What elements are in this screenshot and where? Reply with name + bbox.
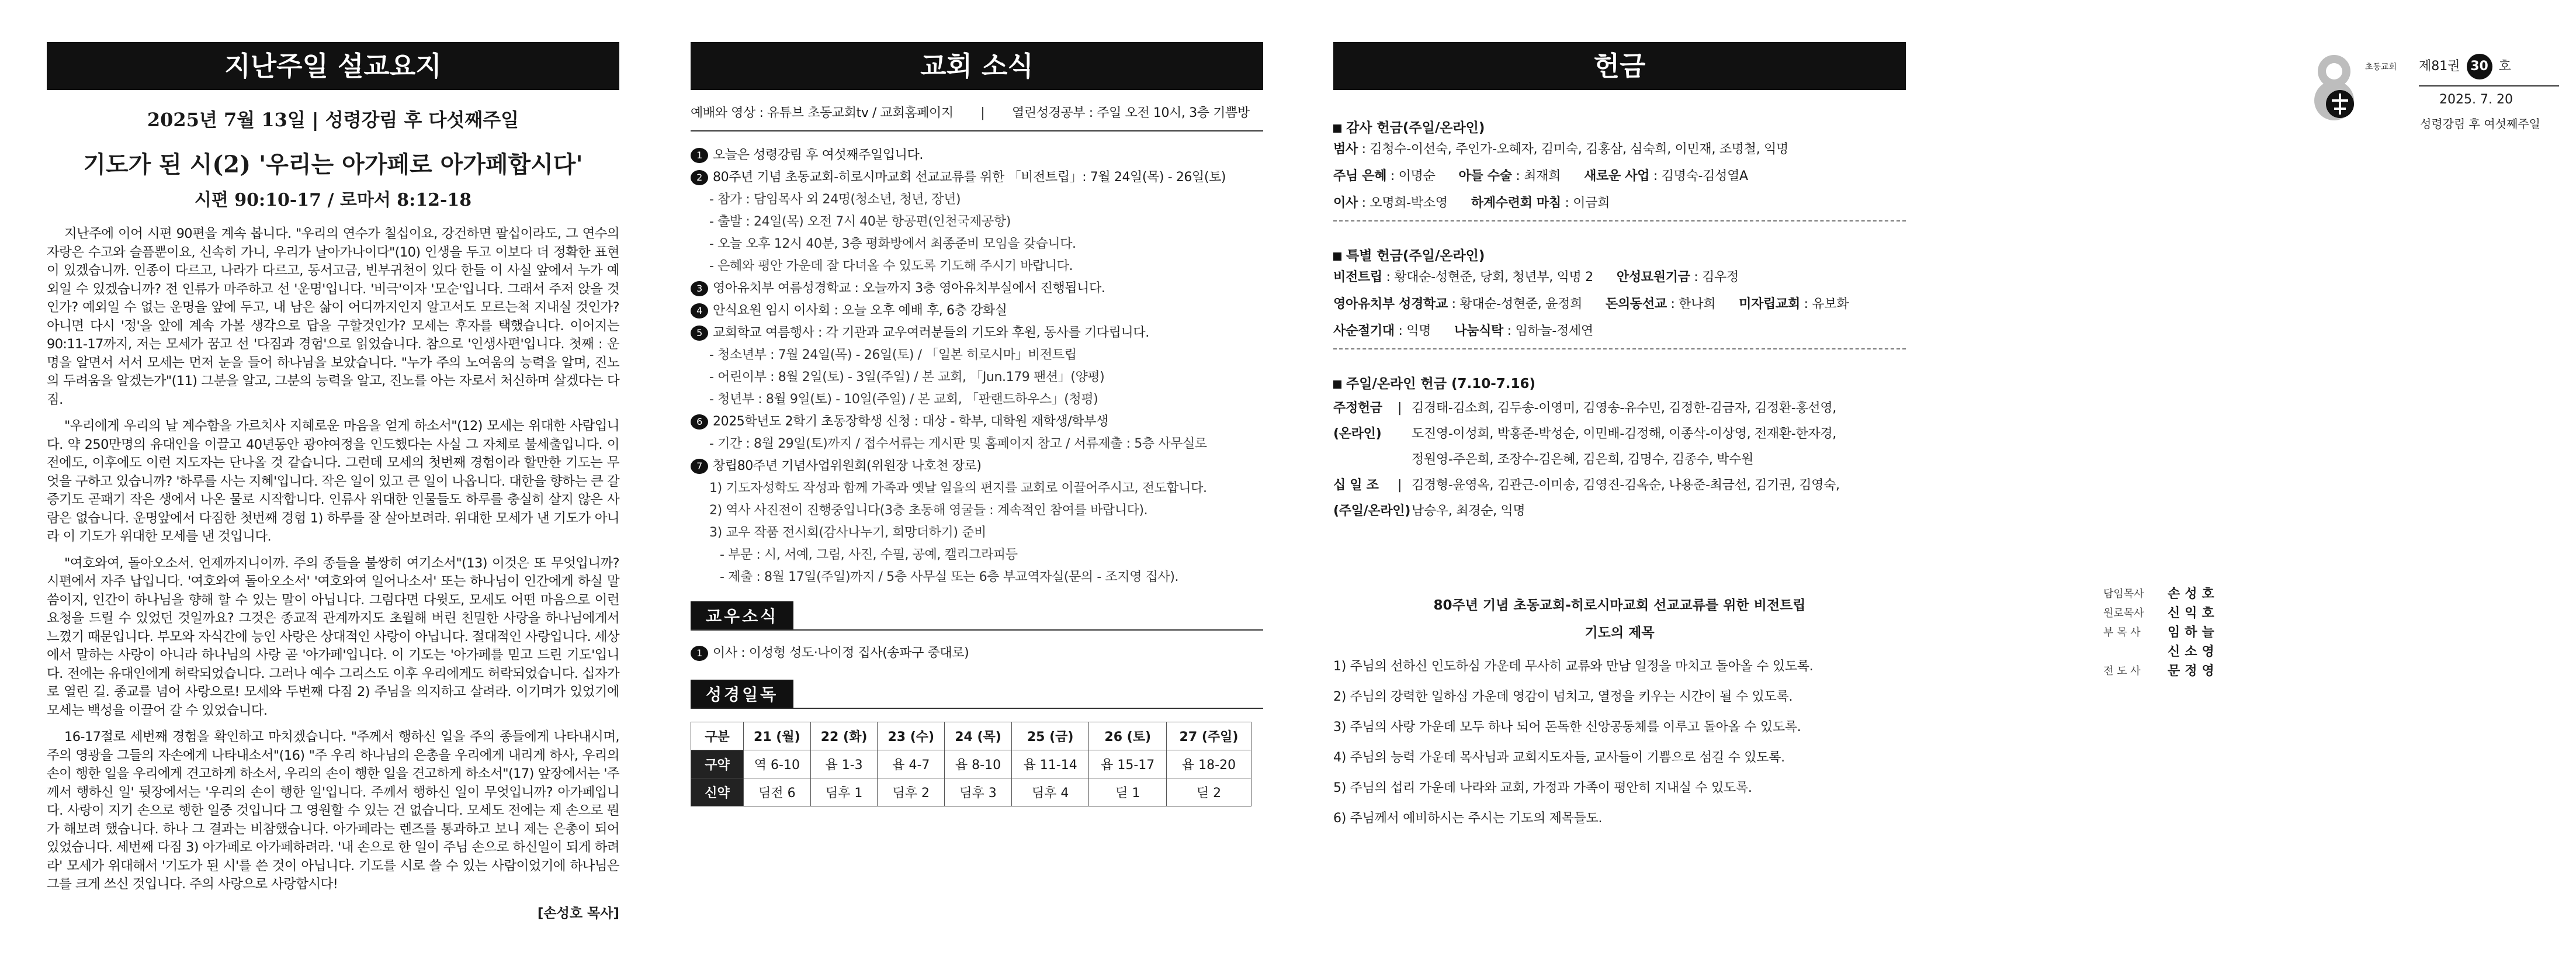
reading-cell: 딤전 6 (744, 778, 811, 806)
news-text: - 부문 : 시, 서예, 그림, 사진, 수필, 공예, 캘리그라피등 (720, 548, 1018, 562)
table-row (691, 750, 1251, 778)
offering-type-label: 십 일 조 (1333, 478, 1379, 493)
weekly-offering-title: 주일/온라인 헌금 (7.10-7.16) (1333, 373, 2116, 392)
table-corner-cell: 구분 (691, 722, 744, 750)
news-text: - 오늘 오후 12시 40분, 3층 평화방에서 최종준비 모임을 갖습니다. (709, 237, 1076, 251)
prayer-item: 2) 주님의 강력한 일하심 가운데 영감이 넘치고, 열정을 키우는 시간이 될 수 있도록. (1333, 690, 1793, 704)
bullet-icon: 1 (691, 646, 708, 661)
news-text: 창립80주년 기념사업위원회(위원장 나호천 장로) (713, 459, 982, 473)
issue-date: 2025. 7. 20 (2439, 92, 2513, 107)
square-bullet-icon (1333, 380, 1341, 389)
staff-role: 부 목 사 (2103, 626, 2141, 639)
news-text: 2025학년도 2학기 초동장학생 신청 : 대상 - 학부, 대학원 재학생/학부생 (713, 414, 1108, 429)
news-text: - 출발 : 24일(목) 오전 7시 40분 항공편(인천국제공항) (709, 214, 1011, 229)
offering-line (1333, 163, 2116, 190)
staff-role (2103, 642, 2168, 662)
column-divider (1398, 498, 1412, 524)
offering-names: 김경형-윤영옥, 김관근-이미송, 김영진-김옥순, 나용준-최금선, 김기권, 김영숙, (1412, 478, 1840, 493)
offering-line (1333, 318, 2116, 345)
staff-list (2103, 584, 2279, 681)
number-bullet-icon: 4 (691, 303, 708, 318)
news-item (691, 544, 1263, 566)
news-item (691, 389, 1263, 411)
offering-category: 영아유치부 성경학교 (1333, 297, 1448, 311)
offering-names: 김경태-김소희, 김두송-이영미, 김영송-유수민, 김정한-김금자, 김정환-홍선영, (1412, 401, 1836, 416)
offering-names: : 이금희 (1561, 196, 1610, 210)
divider (1333, 348, 1906, 349)
offering-category: 범사 (1333, 142, 1358, 157)
reading-cell: 욥 8-10 (945, 750, 1012, 778)
sermon-scripture: 시편 90:10-17 / 로마서 8:12-18 (194, 190, 472, 210)
news-text: 2) 역사 사진전이 진행중입니다(3층 초동해 영굴들 : 계속적인 참여를 바랍니다). (709, 503, 1148, 518)
news-text: - 참가 : 담임목사 외 24명(청소년, 청년, 장년) (709, 192, 961, 207)
news-header: 교회 소식 (691, 42, 1263, 90)
day-header: 25 (금) (1011, 722, 1089, 750)
offering-names: : 유보화 (1800, 297, 1849, 311)
news-item (691, 366, 1263, 389)
offering-line (1333, 136, 2116, 163)
divider (1333, 220, 1906, 221)
sermon-column (47, 0, 619, 966)
issue-badge: 30 (2467, 54, 2492, 79)
bible-reading-tag: 성경일독 (691, 680, 793, 708)
staff-role: 원로목사 (2103, 607, 2144, 619)
news-text: 교회학교 여름행사 : 각 기관과 교우여러분들의 기도와 후원, 동사를 기다립니다. (713, 326, 1149, 340)
news-item (691, 344, 1263, 366)
news-item (691, 455, 1263, 477)
weekly-offering-list (1333, 396, 2116, 524)
offering-category: 이사 (1333, 196, 1358, 210)
news-text: 3) 교우 작품 전시회(감사나누기, 희망더하기) 준비 (709, 525, 986, 540)
prayer-item: 1) 주님의 선하신 인도하심 가운데 무사히 교류와 만남 일정을 마치고 돌아올 수 있도록. (1333, 659, 1814, 674)
prayer-list (1333, 652, 2116, 834)
offering-names: : 이명순 (1386, 169, 1436, 183)
sermon-header: 지난주일 설교요지 (47, 42, 619, 90)
offering-grid-row (1333, 473, 2116, 498)
staff-role: 담임목사 (2103, 588, 2144, 600)
offering-header: 헌금 (1333, 42, 1906, 90)
column-divider: | (1398, 478, 1402, 493)
table-header-row (691, 722, 1251, 750)
member-news-tag: 교우소식 (691, 601, 793, 629)
staff-row (2103, 642, 2279, 662)
offering-type-label: (주일/온라인) (1333, 504, 1411, 518)
reading-cell: 역 6-10 (744, 750, 811, 778)
day-header: 26 (토) (1089, 722, 1167, 750)
reading-cell: 딤후 3 (945, 778, 1012, 806)
offering-category: 미자립교회 (1739, 297, 1800, 311)
news-list (691, 144, 1263, 588)
offering-names: : 황대순-성현준, 당회, 청년부, 익명 2 (1382, 270, 1593, 285)
church-name: 초동교회 (2365, 63, 2397, 72)
divider (2419, 85, 2559, 86)
offering-names: : 오명희-박소영 (1357, 196, 1448, 210)
column-divider: | (1398, 401, 1402, 416)
staff-row (2103, 584, 2279, 604)
day-header: 24 (목) (945, 722, 1012, 750)
offering-names: : 임하늘-정세연 (1503, 324, 1593, 338)
offering-type-label: (온라인) (1333, 427, 1382, 441)
sermon-body (47, 225, 619, 894)
offering-names: : 김우정 (1690, 270, 1739, 285)
bible-reading-table (691, 722, 1251, 806)
vision-trip-title: 80주년 기념 초동교회-히로시마교회 선교교류를 위한 비전트립 (1433, 598, 1806, 613)
prayer-topics-title: 기도의 제목 (1585, 625, 1655, 640)
news-item (691, 522, 1263, 544)
row-label: 신약 (691, 778, 744, 806)
offering-names: : 김청수-이선숙, 주인가-오혜자, 김미숙, 김홍삼, 심숙희, 이민재, 조명철, 익명 (1357, 142, 1788, 157)
prayer-item: 5) 주님의 섭리 가운데 나라와 교회, 가정과 가족이 평안히 지내실 수 있도록. (1333, 781, 1752, 795)
news-item (691, 566, 1263, 588)
thanks-offering-list (1333, 136, 2116, 217)
news-text: 안식요원 임시 이사회 : 오늘 오후 예배 후, 6층 강화실 (713, 303, 1007, 318)
sermon-paragraph: 16-17절로 세번째 경험을 확인하고 마치겠습니다. "주께서 행하신 일을 주의 종들에게 나타내시며, 주의 영광을 그들의 자손에게 나타내소서"(16) "주 우리 하나님의 은총을 우리에게 내리게 하사, 우리의 손이 행한 일을 우리에게 견고하게 하소서, 우리의 손이 행한 일을 견고하게 하소서"(17) 앞장에서는 '주께서 행하신 일' 뒷장에서는 '우리의 손이 행한 일'입니다. 주께서 행하신 일이 무엇입니까? 아가페입니다. 사랑이 지기 손으로 행한 일중 것입니다 그 영원할 수 있는 건 없습니다. 모세도 전에는 제 손으로 뭔가 해보려 했습니다. 하나 그 결과는 비참했습니다. 아가페라는 렌즈를 통과하고 보니 제는 은총이 되어 있었습니다. 세번째 다짐 3) 아가페로 아가페하려라. '내 손으로 한 일이 주님 손으로 하신일이 되게 하려라' 모세가 위대해서 '기도가 된 시'를 쓴 것이 아닙니다. 기도를 시로 쓸 수 있는 사람이었기에 하나님은 그를 크게 쓰신 것입니다. 주의 사랑으로 사랑합시다! (47, 729, 619, 892)
offering-category: 하계수련회 마침 (1471, 196, 1561, 210)
offering-names: : 최재희 (1511, 169, 1561, 183)
news-item (691, 189, 1263, 211)
news-item (691, 167, 1263, 189)
news-item (691, 433, 1263, 455)
member-news-text: 이사 : 이성형 성도·나이정 집사(송파구 중대로) (713, 646, 969, 660)
offering-line (1333, 190, 2116, 217)
news-text: - 어린이부 : 8월 2일(토) - 3일(주일) / 본 교회, 「Jun.179 팬션」(양평) (709, 370, 1105, 385)
sermon-paragraph: "여호와여, 돌아오소서. 언제까지니이까. 주의 종들을 불쌍히 여기소서"(13) 이것은 또 무엇입니까? 시편에서 자주 납입니다. '여호와여 돌아오소서' '여호와여 일어나소서' 또는 하나님이 인간에게 하실 말씀이지, 인간이 하나님을 향해 할 수 있는 말이 아닙니다. 그럼다면 다윗도, 모세도 어떤 마음으로 이런 요청을 드릴 수 있었던 것일까요? 그것은 종교적 관계까지도 초월해 버린 친밀한 사랑을 하나님에게서 느꼈기 때문입니다. 부모와 자식간에 능인 사랑은 상대적인 사랑이 아닙니다. 절대적인 사랑입니다. 세상에서 말하는 사랑이 아니라 하나님의 사랑 곧 '아가페'입니다. 이 기도는 '아가페를 믿고 드린 기도'입니다. 전에는 유대인에게 허락되었습니다. 그러나 예수 그리스도 이후 우리에게도 허락되었습니다. 십자가로 열린 길. 종교를 넘어 사랑으로! 모세와 두번째 다짐 2) 주님을 의지하고 살려라. 이기며가 있었기에 모세는 백성을 이끌어 갈 수 있었습니다. (47, 555, 619, 718)
news-item (691, 278, 1263, 300)
offering-names: 남승우, 최경순, 익명 (1412, 504, 1526, 518)
worship-info (691, 103, 1263, 131)
offering-grid-row (1333, 498, 2116, 524)
news-text: - 청소년부 : 7월 24일(목) - 26일(토) / 「일본 히로시마」비전트립 (709, 348, 1077, 362)
day-header: 22 (화) (810, 722, 878, 750)
staff-row (2103, 604, 2279, 623)
news-item (691, 144, 1263, 167)
offering-category: 아들 수술 (1458, 169, 1512, 183)
offering-category: 사순절기대 (1333, 324, 1395, 338)
reading-cell: 욥 18-20 (1167, 750, 1251, 778)
offering-names: : 익명 (1394, 324, 1431, 338)
sermon-paragraph: 지난주에 이어 시편 90편을 계속 봅니다. "우리의 연수가 칠십이요, 강건하면 팔십이라도, 그 연수의 자랑은 수고와 슬픔뿐이요, 신속히 가니, 우리가 날아가나이다"(10) 인생을 두고 이보다 더 정확한 표현이 있겠습니까. 인종이 다르고, 나라가 다르고, 동서고금, 빈부귀천이 있다 한들 이 사실 앞에서 누가 예외일 수 있겠습니까? 전 인류가 마주하고 선 '운명'입니다. '비극'이자 '모순'입니다. 그래서 주저 앉을 것인가? 예외일 수 없는 운명을 앞에 두고, 내 남은 삶이 어디까지인지 알고서도 모르는척 지내실 것인가? 아니면 다시 '정'을 앞에 계속 가볼 생각으로 답을 구할것인가? 모세는 후자를 택했습니다. 이어지는 90:11-17까지, 저는 모세가 꿈고 선 '다짐과 경험'으로 읽었습니다. 참으로 '인생사편'입니다. 첫째 : 운명을 알면서 서서 모세는 먼저 눈을 들어 하나님을 보았습니다. "누가 주의 노여움의 능력을 알며, 진노의 두려움을 알겠는가"(11) 그분을 알고, 그분의 능력을 알고, 진노를 아는 자로서 처신하며 살겠다는 다짐. (47, 226, 619, 407)
prayer-item: 3) 주님의 사랑 가운데 모두 하나 되어 돈독한 신앙공동체를 이루고 돌아올 수 있도록. (1333, 720, 1801, 735)
staff-name: 신소영 (2168, 645, 2219, 659)
offering-type-label: 주정헌금 (1333, 401, 1382, 416)
news-text: 80주년 기념 초동교회-히로시마교회 선교교류를 위한 「비전트립」: 7월 24일(목) - 26일(토) (713, 170, 1226, 185)
reading-cell: 욥 1-3 (810, 750, 878, 778)
reading-cell: 욥 11-14 (1011, 750, 1089, 778)
offering-names: : 황대순-성현준, 윤정희 (1447, 297, 1583, 311)
news-text: 영아유치부 여름성경학교 : 오늘까지 3층 영아유치부실에서 진행됩니다. (713, 281, 1105, 296)
reading-cell: 딤후 4 (1011, 778, 1089, 806)
special-offering-title: 특별 헌금(주일/온라인) (1333, 245, 2116, 264)
number-bullet-icon: 7 (691, 459, 708, 474)
column-divider (1398, 447, 1412, 473)
reading-cell: 딤후 1 (810, 778, 878, 806)
reading-cell: 욥 15-17 (1089, 750, 1167, 778)
sermon-date: 2025년 7월 13일 | 성령강림 후 다섯째주일 (147, 109, 519, 131)
reading-cell: 딛 2 (1167, 778, 1251, 806)
news-item (691, 233, 1263, 255)
offering-category: 주님 은혜 (1333, 169, 1387, 183)
church-logo (2305, 53, 2363, 123)
offering-grid-row (1333, 447, 2116, 473)
staff-name: 신익호 (2168, 606, 2219, 621)
divider (691, 708, 1263, 709)
offering-category: 돈의동선교 (1606, 297, 1667, 311)
offering-line (1333, 264, 2116, 291)
news-item (691, 211, 1263, 233)
info-separator: | (980, 106, 985, 120)
member-news-item (691, 642, 1263, 664)
news-item (691, 477, 1263, 500)
news-text: 1) 기도자성학도 작성과 함께 가족과 옛날 일을의 편지를 교회로 이끌어주시고, 전도합니다. (709, 481, 1207, 496)
offering-category: 새로운 사업 (1584, 169, 1650, 183)
offering-names: : 한나희 (1666, 297, 1716, 311)
prayer-item: 6) 주님께서 예비하시는 주시는 기도의 제목들도. (1333, 811, 1603, 826)
thanks-offering-title: 감사 헌금(주일/온라인) (1333, 117, 2116, 136)
offering-category: 비전트립 (1333, 270, 1382, 285)
news-column (691, 0, 1263, 966)
news-text: - 기간 : 8월 29일(토)까지 / 접수서류는 게시판 및 홈페이지 참고 / 서류제출 : 5층 사무실로 (709, 437, 1207, 451)
news-item (691, 255, 1263, 278)
news-text: - 청년부 : 8월 9일(토) - 10일(주일) / 본 교회, 「판랜드하우스」(청평) (709, 392, 1098, 407)
staff-row (2103, 662, 2279, 681)
news-text: 오늘은 성령강림 후 여섯째주일입니다. (713, 148, 924, 162)
staff-role: 전 도 사 (2103, 665, 2141, 677)
staff-name: 문정영 (2168, 664, 2219, 678)
offering-category: 안성묘원기금 (1616, 270, 1690, 285)
bible-study-info: 열린성경공부 : 주일 오전 10시, 3층 기쁨방 (1011, 106, 1250, 120)
offering-names: 정원영-주은희, 조장수-김은혜, 김은희, 김명수, 김종수, 박수원 (1412, 452, 1754, 467)
issue-number: 제81권 30 호 (2419, 54, 2511, 79)
number-bullet-icon: 6 (691, 414, 708, 430)
sermon-title: 기도가 된 시(2) '우리는 아가페로 아가페합시다' (83, 151, 583, 178)
offering-category: 나눔식탁 (1454, 324, 1503, 338)
reading-cell: 욥 4-7 (878, 750, 945, 778)
news-item (691, 300, 1263, 322)
number-bullet-icon: 5 (691, 326, 708, 341)
row-label: 구약 (691, 750, 744, 778)
offering-type-label (1333, 447, 1398, 473)
offering-column (1333, 0, 2116, 966)
square-bullet-icon (1333, 252, 1341, 261)
offering-names: 도진영-이성희, 박홍준-박성순, 이민배-김정해, 이종삭-이상영, 전재환-한자경, (1412, 427, 1836, 441)
table-row (691, 778, 1251, 806)
news-item (691, 322, 1263, 344)
news-text: - 제출 : 8월 17일(주일)까지 / 5층 사무실 또는 6층 부교역자실(문의 - 조지영 집사). (720, 570, 1179, 584)
day-header: 21 (월) (744, 722, 811, 750)
sermon-signature: [손성호 목사] (537, 905, 619, 921)
number-bullet-icon: 2 (691, 170, 708, 185)
staff-row (2103, 623, 2279, 642)
day-header: 27 (주일) (1167, 722, 1251, 750)
prayer-item: 4) 주님의 능력 가운데 목사님과 교회지도자들, 교사들이 기쁨으로 섬길 수 있도록. (1333, 750, 1785, 765)
news-item (691, 411, 1263, 433)
worship-video-info: 예배와 영상 : 유튜브 초동교회tv / 교회홈페이지 (691, 106, 954, 120)
number-bullet-icon: 1 (691, 148, 708, 163)
reading-cell: 딛 1 (1089, 778, 1167, 806)
staff-name: 임하늘 (2168, 625, 2219, 640)
sermon-paragraph: "우리에게 우리의 날 계수함을 가르치사 지혜로운 마음을 얻게 하소서"(12) 모세는 위대한 사람입니다. 약 250만명의 유대인을 이끌고 40년동안 광야여정을 인도했다는 사실 그 자체로 불세출입니다. 이전에도, 이후에도 이런 지도자는 단나올 것 같습니다. 그런데 모세의 첫번째 경험이라 할만한 기도는 무엇을 구하고 있습니까? '하루를 사는 지혜'입니다. 작은 일이 있고 큰 일이 나옵니다. 대한을 향하는 큰 갈증기도 곧패기 작은 생에서 나온 물로 시작합니다. 인류사 위대한 인물들도 하루를 충실히 살지 않은 사람은 없습니다. 운명앞에서 다짐한 첫번째 경험 1) 하루를 잘 살아보려라. 위대한 모세가 낸 기도가 아니라 이 기도가 위대한 모세를 낸 것입니다. (47, 418, 619, 544)
news-text: - 은혜와 평안 가운데 잘 다녀올 수 있도록 기도해 주시기 바랍니다. (709, 259, 1073, 273)
square-bullet-icon (1333, 124, 1341, 133)
day-header: 23 (수) (878, 722, 945, 750)
offering-grid-row (1333, 396, 2116, 421)
liturgical-week: 성령강림 후 여섯째주일 (2420, 117, 2540, 131)
reading-cell: 딤후 2 (878, 778, 945, 806)
news-item (691, 500, 1263, 522)
special-offering-list (1333, 264, 2116, 345)
offering-names: : 김명숙-김성열A (1649, 169, 1748, 183)
offering-line (1333, 291, 2116, 318)
offering-grid-row (1333, 421, 2116, 447)
staff-name: 손성호 (2168, 587, 2219, 601)
column-divider (1398, 421, 1412, 447)
divider (691, 629, 1263, 631)
number-bullet-icon: 3 (691, 281, 708, 296)
